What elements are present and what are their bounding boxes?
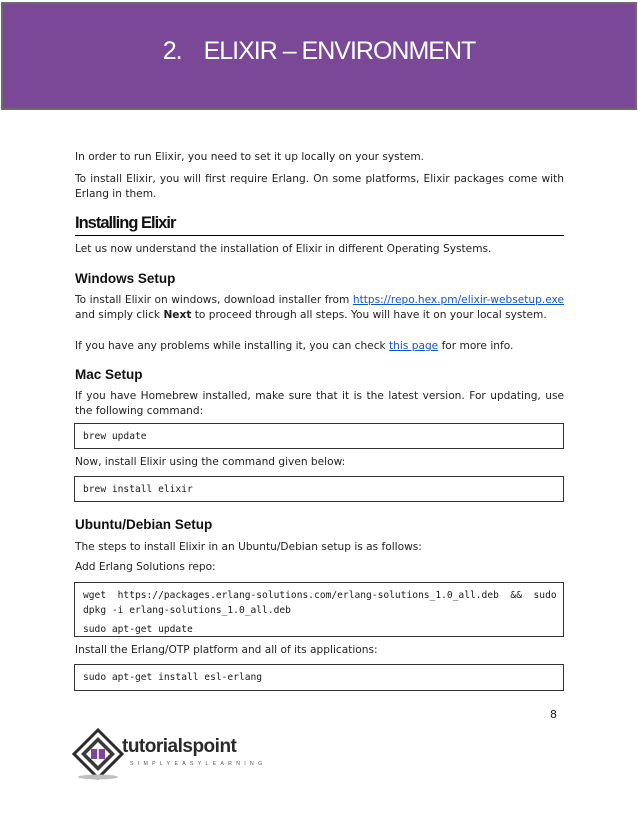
intro-paragraph-1: In order to run Elixir, you need to set it up locally on your system.	[75, 151, 425, 163]
elixir-installer-link[interactable]	[353, 294, 564, 306]
windows-text-4: If you have any problems while installing it, you can check	[75, 340, 390, 352]
intro-paragraph-2: To install Elixir, you will first require Erlang. On some platforms, Elixir packages come with Erlang in them.	[75, 173, 564, 200]
windows-paragraph-1	[75, 293, 564, 323]
windows-text-1: To install Elixir on windows, download installer from	[75, 294, 353, 306]
code-line: wget https://packages.erlang-solutions.com/erlang-solutions_1.0_all.deb && sudo	[83, 590, 557, 601]
tutorialspoint-logo	[72, 728, 267, 780]
windows-text-3: to proceed through all steps. You will have it on your local system.	[191, 309, 547, 321]
this-page-link[interactable]: this page	[389, 340, 439, 352]
windows-paragraph-2	[75, 339, 564, 354]
chapter-title-text: ELIXIR – ENVIRONMENT	[203, 37, 476, 65]
windows-text-2: and simply click	[75, 309, 164, 321]
windows-text-5: for more info.	[438, 340, 514, 352]
ubuntu-section-2	[75, 560, 564, 575]
next-label: Next	[163, 309, 192, 321]
intro-section-2	[75, 172, 564, 202]
mac-heading: Mac Setup	[75, 367, 143, 382]
code-line: sudo apt-get install esl-erlang	[83, 672, 263, 683]
mac-paragraph-1: If you have Homebrew installed, make sure that it is the latest version. For updating, use the following command:	[75, 390, 564, 417]
windows-heading: Windows Setup	[75, 271, 176, 286]
mac-section-2	[75, 455, 564, 470]
page-number: 8	[550, 708, 557, 721]
ubuntu-heading: Ubuntu/Debian Setup	[75, 517, 213, 532]
elixir-installer-link-part1: https://repo.hex.pm/elixir-	[352, 294, 491, 306]
intro-section	[75, 150, 564, 165]
ubuntu-section-3	[75, 643, 564, 658]
logo-name: tutorialspoint	[122, 736, 237, 757]
installing-paragraph: Let us now understand the installation of Elixir in different Operating Systems.	[75, 243, 492, 255]
code-line: sudo apt-get update	[83, 624, 193, 635]
code-install-esl-erlang	[74, 664, 564, 691]
chapter-title	[3, 37, 635, 66]
code-line: dpkg -i erlang-solutions_1.0_all.deb	[83, 605, 291, 616]
code-line: brew update	[83, 431, 147, 442]
ubuntu-paragraph-1: The steps to install Elixir in an Ubuntu/Debian setup is as follows:	[75, 541, 422, 553]
installing-section	[75, 242, 564, 257]
code-add-erlang-repo	[74, 582, 564, 637]
logo-tagline: SIMPLYEASYLEARNING	[130, 761, 267, 767]
mac-paragraph-2: Now, install Elixir using the command given below:	[75, 456, 346, 468]
installing-heading: Installing Elixir	[75, 214, 564, 236]
chapter-banner	[1, 2, 637, 110]
mac-section	[75, 389, 564, 419]
code-brew-install-elixir	[74, 476, 564, 502]
tutorialspoint-logo-icon	[72, 728, 124, 780]
ubuntu-paragraph-2: Add Erlang Solutions repo:	[75, 561, 216, 573]
ubuntu-section	[75, 540, 564, 555]
windows-section	[75, 293, 564, 323]
chapter-number: 2.	[162, 37, 182, 65]
code-brew-update	[74, 423, 564, 449]
ubuntu-paragraph-3: Install the Erlang/OTP platform and all of its applications:	[75, 644, 378, 656]
code-line: brew install elixir	[83, 484, 193, 495]
windows-section-2	[75, 339, 564, 354]
elixir-installer-link-part2: websetup.exe	[490, 294, 564, 306]
